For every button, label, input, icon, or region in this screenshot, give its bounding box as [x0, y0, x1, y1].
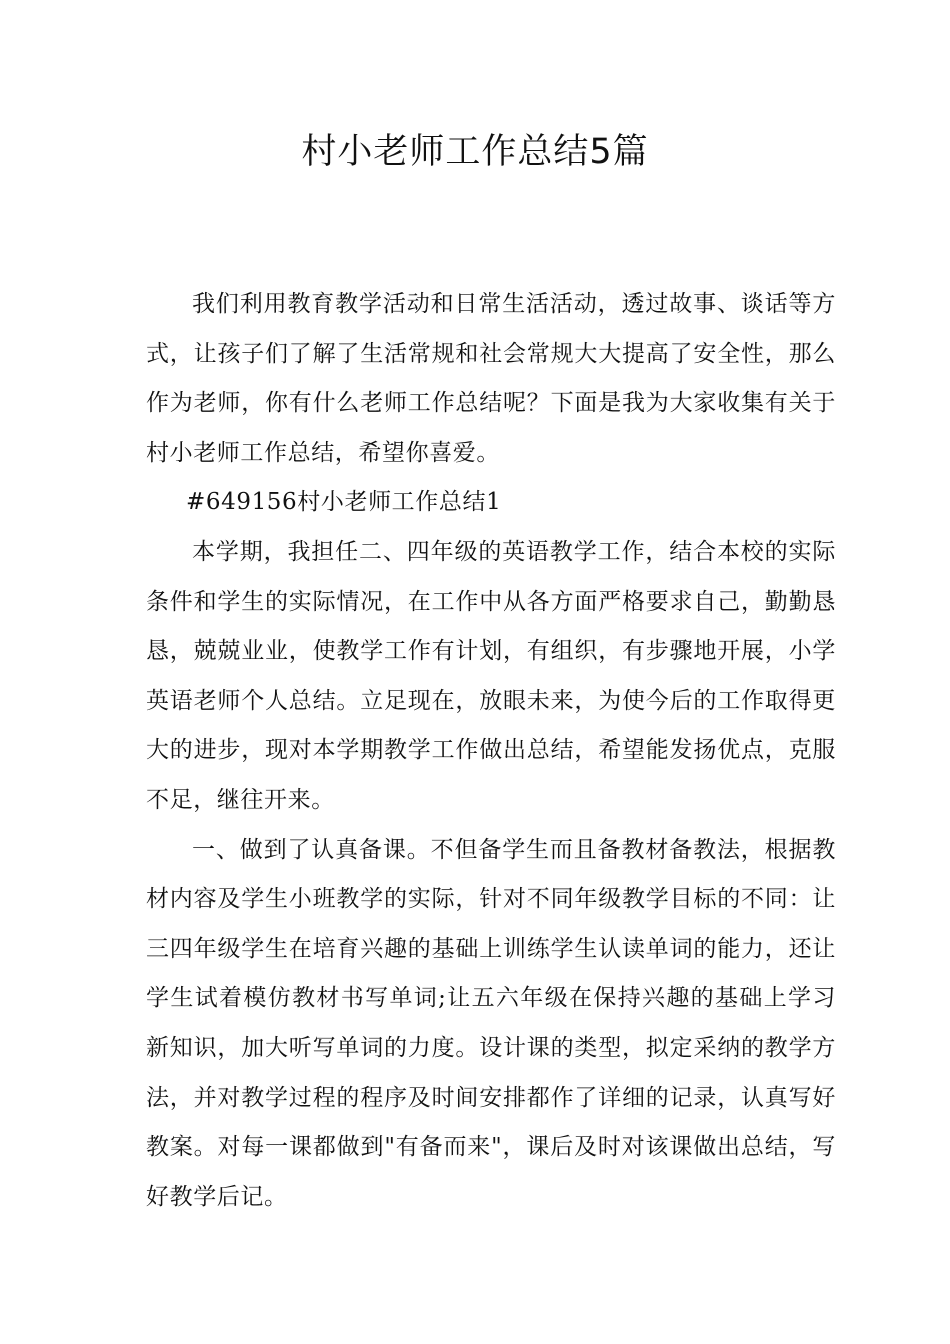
body-paragraph: 本学期，我担任二、四年级的英语教学工作，结合本校的实际条件和学生的实际情况，在工作中从各方面严格要求自己，勤勤恳恳，兢兢业业，使教学工作有计划，有组织，有步骤地开展，小学英语老师个人总结。立足现在，放眼未来，为使今后的工作取得更大的进步，现对本学期教学工作做出总结，希望能发扬优点，克服不足，继往开来。 — [146, 538, 836, 813]
intro-paragraph: 我们利用教育教学活动和日常生活活动，透过故事、谈话等方式，让孩子们了解了生活常规和社会常规大大提高了安全性，那么作为老师，你有什么老师工作总结呢？下面是我为大家收集有关于村小老师工作总结，希望你喜爱。 — [146, 291, 836, 466]
body-paragraph: 一、做到了认真备课。不但备学生而且备教材备教法，根据教材内容及学生小班教学的实际，针对不同年级教学目标的不同：让三四年级学生在培育兴趣的基础上训练学生认读单词的能力，还让学生试着模仿教材书写单词;让五六年级在保持兴趣的基础上学习新知识，加大听写单词的力度。设计课的类型，拟定采纳的教学方法，并对教学过程的程序及时间安排都作了详细的记录，认真写好教案。对每一课都做到"有备而来"，课后及时对该课做出总结，写好教学后记。 — [146, 836, 836, 1210]
section-heading: #649156村小老师工作总结1 — [186, 489, 502, 516]
document-body — [146, 280, 836, 1222]
page-title: 村小老师工作总结5篇 — [301, 132, 649, 172]
